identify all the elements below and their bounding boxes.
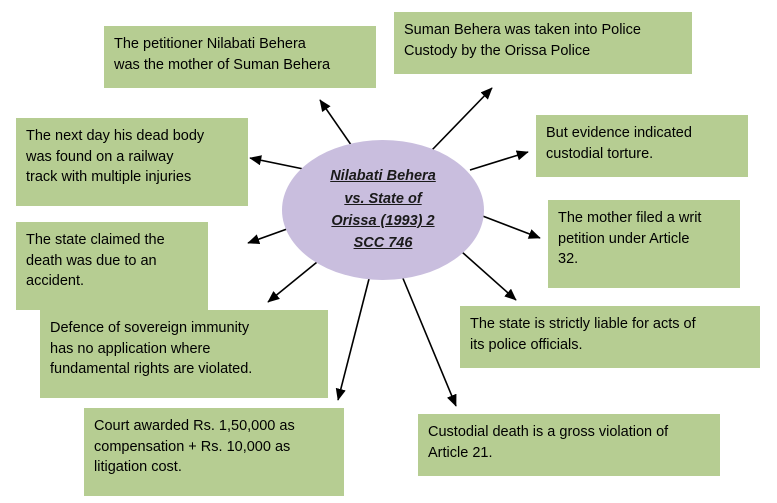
- node-line: Article 21.: [428, 444, 493, 461]
- node-line: fundamental rights are violated.: [50, 361, 253, 378]
- node-line: The state is strictly liable for acts of: [470, 316, 696, 332]
- node-accident-claim: [16, 222, 208, 310]
- node-line: custodial torture.: [546, 145, 654, 162]
- node-sovereign-immunity: [40, 310, 328, 398]
- node-evidence: [536, 115, 748, 177]
- node-article-21: [418, 414, 720, 476]
- node-line: The state claimed the: [26, 232, 165, 248]
- node-line: Custodial death is a gross violation of: [428, 424, 669, 440]
- node-petitioner: [104, 26, 376, 88]
- arrow-to-sovereign-immunity: [268, 258, 322, 302]
- center-node-label: Nilabati Behera vs. State of Orissa (1993) 2 SCC 746: [330, 168, 436, 252]
- node-strict-liability: [460, 306, 760, 368]
- node-line: Custody by the Orissa Police: [404, 42, 591, 59]
- node-line: was found on a railway: [26, 148, 174, 165]
- node-custody: [394, 12, 692, 74]
- node-line: litigation cost.: [94, 459, 182, 476]
- node-line: 32.: [558, 251, 579, 268]
- node-line: The mother filed a writ: [558, 210, 702, 226]
- node-line: its police officials.: [470, 336, 583, 353]
- node-line: Defence of sovereign immunity: [50, 320, 250, 336]
- node-line: petition under Article: [558, 230, 690, 247]
- arrow-to-article21: [402, 276, 456, 406]
- arrow-to-writ: [480, 215, 540, 238]
- node-line: The next day his dead body: [26, 128, 205, 144]
- arrow-to-compensation: [338, 275, 370, 400]
- node-line: accident.: [26, 273, 85, 290]
- node-line: has no application where: [50, 340, 211, 357]
- arrow-to-strict-liability: [462, 252, 516, 300]
- node-compensation: [84, 408, 344, 496]
- node-line: track with multiple injuries: [26, 169, 192, 186]
- node-line: But evidence indicated: [546, 125, 692, 141]
- node-writ-petition: [548, 200, 740, 288]
- node-line: death was due to an: [26, 252, 157, 269]
- center-node: [282, 140, 484, 280]
- node-line: was the mother of Suman Behera: [114, 56, 331, 73]
- arrow-to-evidence: [470, 152, 528, 170]
- node-line: Court awarded Rs. 1,50,000 as: [94, 418, 295, 434]
- node-deadbody: [16, 118, 248, 206]
- node-line: The petitioner Nilabati Behera: [114, 36, 306, 52]
- node-line: Suman Behera was taken into Police: [404, 22, 641, 38]
- arrow-to-custody: [432, 88, 492, 150]
- node-line: compensation + Rs. 10,000 as: [94, 438, 291, 455]
